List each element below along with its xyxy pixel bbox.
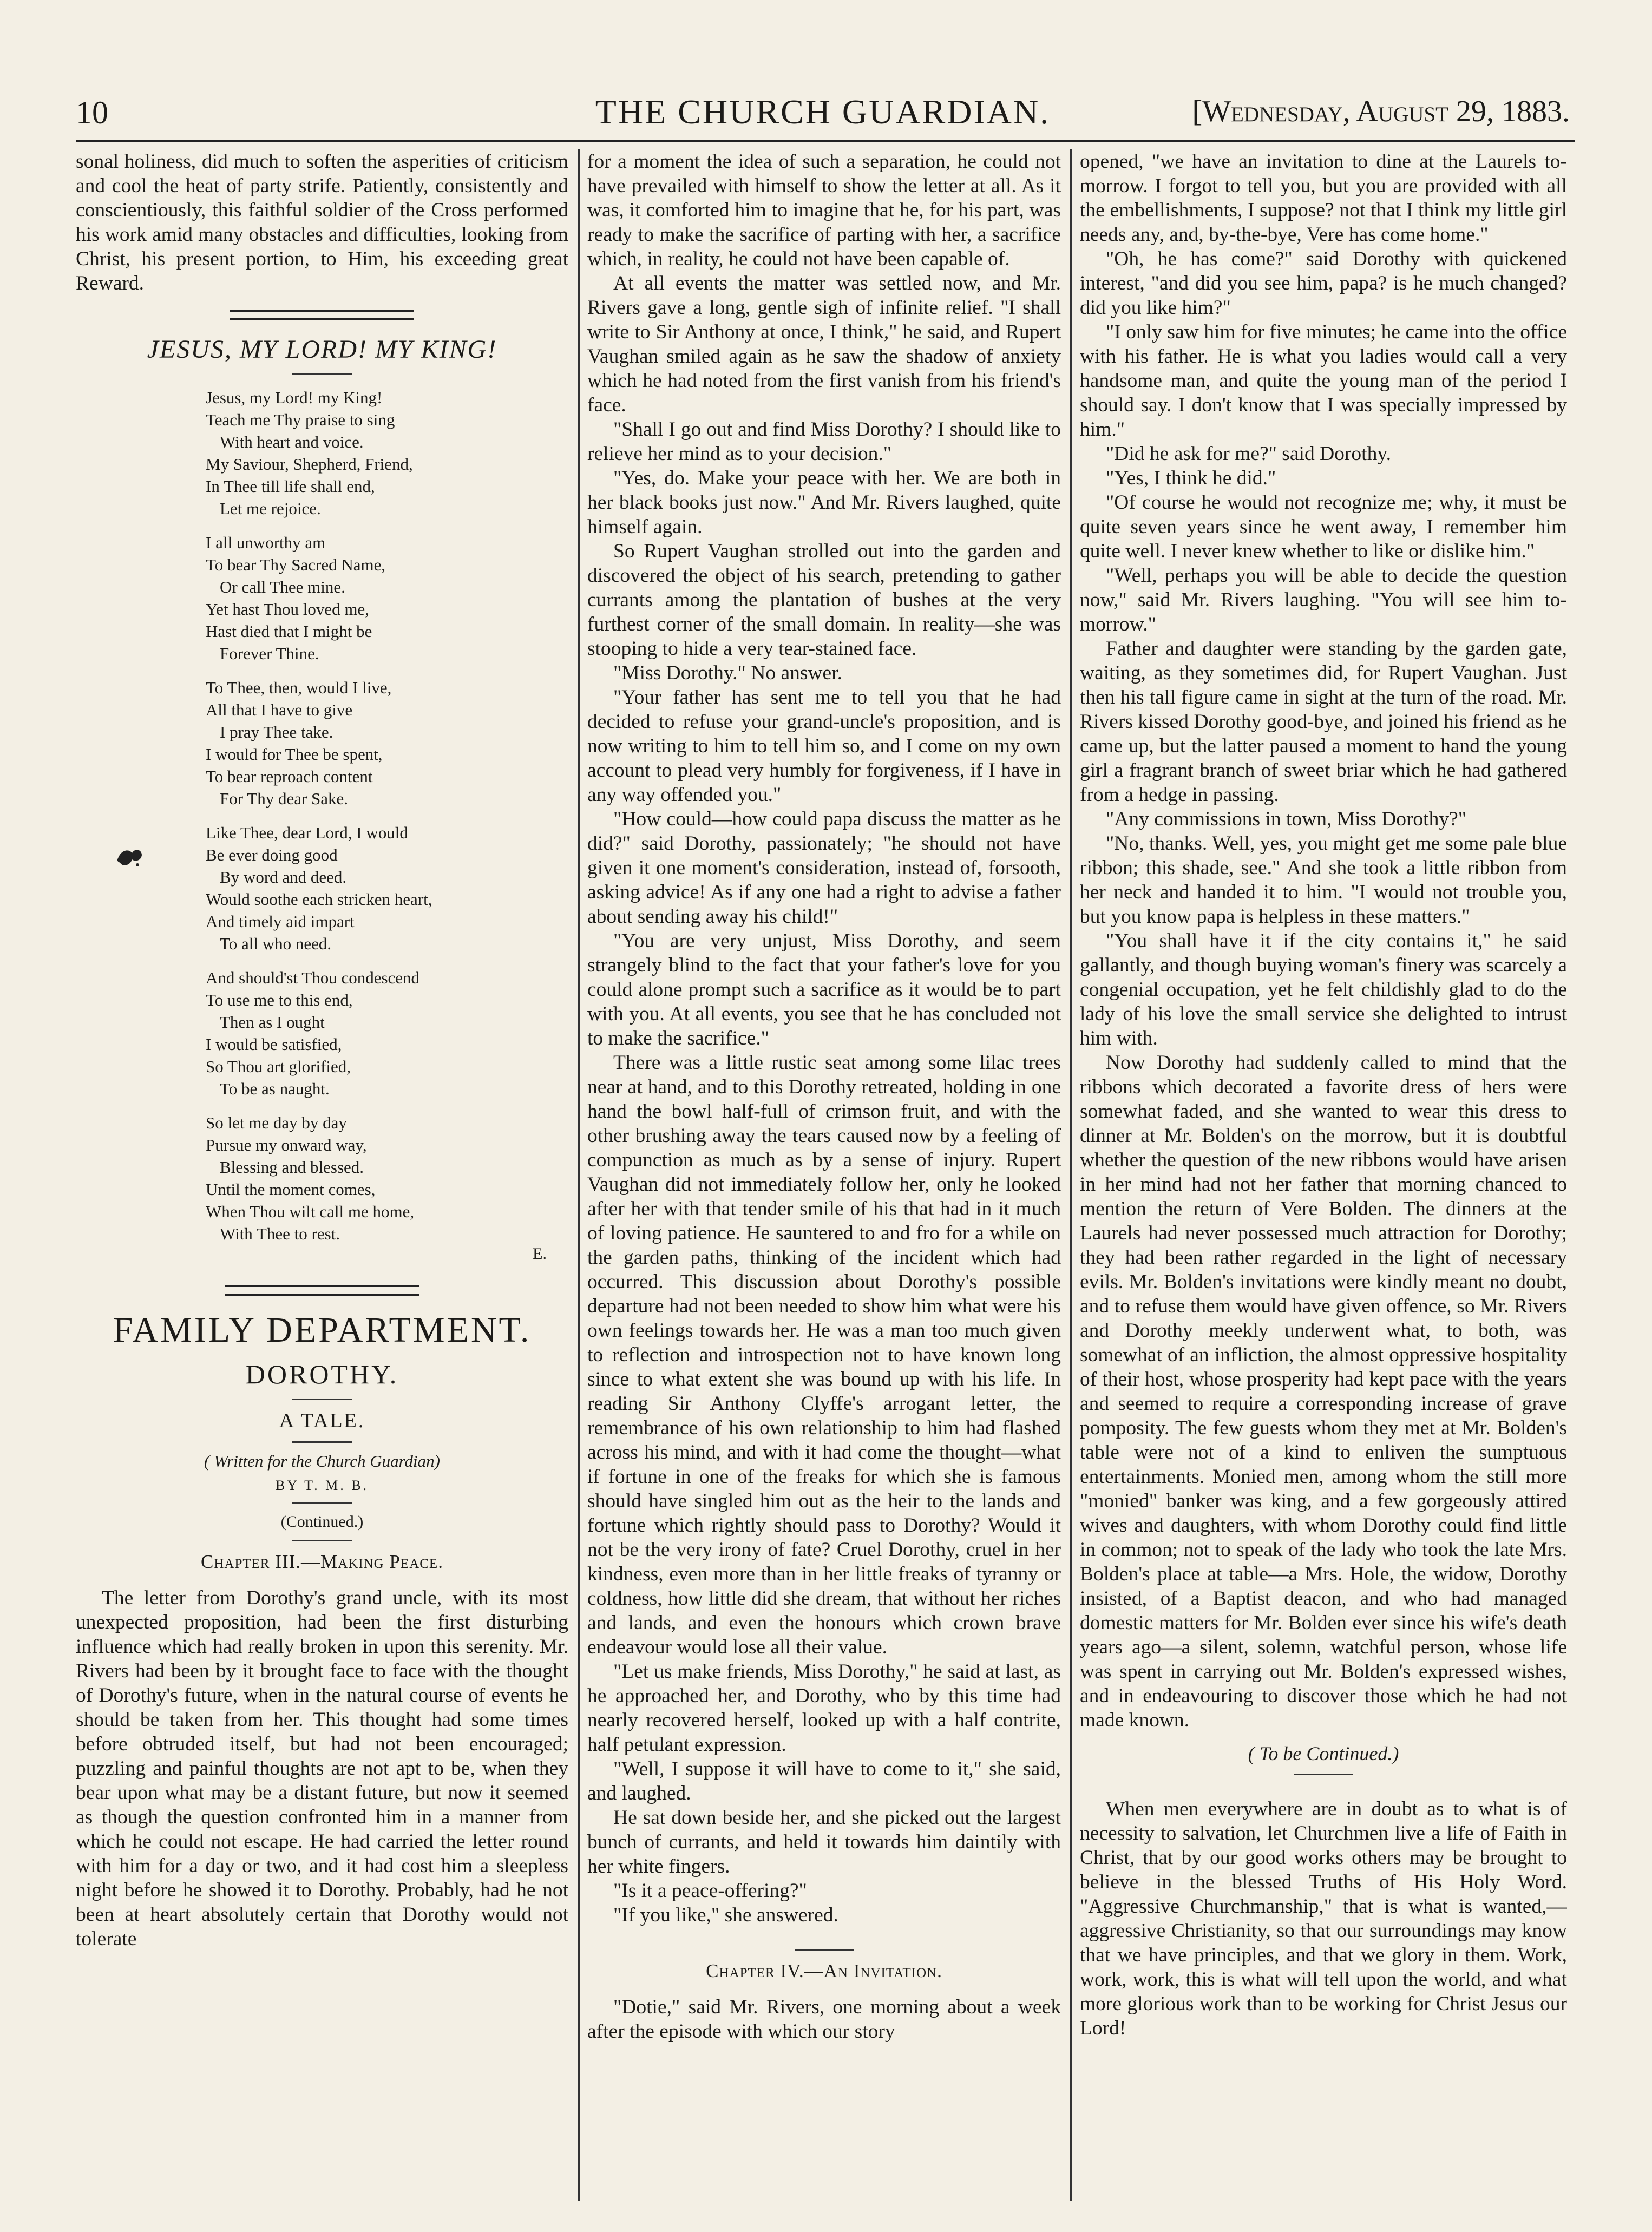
- story-paragraph: "Shall I go out and find Miss Dorothy? I should like to relieve her mind as to your decision.": [587, 418, 1061, 465]
- column-3-paragraphs: [1080, 149, 1567, 1732]
- chapter-3-paragraph: The letter from Dorothy's grand uncle, with its most unexpected proposition, had been the first disturbing influence which had really broken in upon this serenity. Mr. Rivers had been by it brought face to face with the thought of Dorothy's future, when in the natural course of events he should be taken from her. This thought had some times before obtruded itself, but had not been encouraged; puzzling and painful thoughts are not apt to be, when they bear upon what may be a distant future, but now it seemed as though the question confronted him in a manner from which he could not escape. He had carried the letter round with him for a day or two, and it had cost him a sleepless night before he showed it to Dorothy. Probably, had he not been at heart absolutely certain that Dorothy would not tolerate: [76, 1587, 568, 1950]
- chapter-3-title: Chapter III.—Making Peace.: [201, 1551, 443, 1572]
- story-paragraph: There was a little rustic seat among some lilac trees near at hand, and to this Dorothy retreated, holding in one hand the bowl half-full of crimson fruit, and with the other brushing away the tears caused now by a feeling of compunction as much as by a sense of injury. Rupert Vaughan did not immediately follow her, only he looked after her with that tender smile of his that had in it much of loving patience. He sauntered to and fro for a while on the garden paths, thinking of the incident which had occurred. This discussion about Dorothy's possible departure had not been needed to show him what were his own feelings towards her. He was a man too much given to reflection and introspection not to have known long since to what extent she was bound up with his life. In reading Sir Anthony Clyffe's arrogant letter, the remembrance of his own relationship to him had flashed across his mind, and with it had come the thought—what if fortune in one of the freaks for which she is famous should have singled him out as the heir to the lands and fortune which rightly should pass to Dorothy? Would it not be the very irony of fate? Cruel Dorothy, cruel in her kindness, even more than in her little freaks of tyranny or coldness, how little did she dream, that without her riches and lands, and even the honours which crown brave endeavour would lose all their value.: [587, 1052, 1061, 1658]
- story-paragraph: "Oh, he has come?" said Dorothy with quickened interest, "and did you see him, papa? is he much changed? did you like him?": [1080, 248, 1567, 319]
- poem-line: Pursue my onward way,: [206, 1135, 367, 1154]
- story-paragraph: "Well, I suppose it will have to come to it," she said, and laughed.: [587, 1758, 1061, 1804]
- poem-line: Blessing and blessed.: [220, 1158, 364, 1177]
- story-paragraph: He sat down beside her, and she picked out the largest bunch of currants, and held it towards him daintily with her white fingers.: [587, 1807, 1061, 1877]
- story-paragraph: "Well, perhaps you will be able to decide the question now," said Mr. Rivers laughing. "You will see him to-morrow.": [1080, 564, 1567, 635]
- story-paragraph: "Your father has sent me to tell you that he had decided to refuse your grand-uncle's proposition, and is now writing to him to tell him so, and I come on my own account to plead very humbly for forgiveness, if I have in any way offended you.": [587, 686, 1061, 806]
- poem-stanza: [206, 967, 568, 1100]
- poem-line: To all who need.: [220, 934, 332, 953]
- story-paragraph: "Is it a peace-offering?": [613, 1880, 807, 1902]
- story-paragraph: "You shall have it if the city contains it," he said gallantly, and though buying woman's finery was scarcely a congenial occupation, yet he felt childishly glad to do the lady of his love the small service she delighted to intrust him with.: [1080, 930, 1567, 1049]
- column-1: [76, 149, 568, 2201]
- section-title: FAMILY DEPARTMENT.: [113, 1310, 532, 1350]
- poem-stanza: [206, 677, 568, 810]
- poem-line: So Thou art glorified,: [206, 1057, 351, 1076]
- masthead: [76, 81, 1570, 146]
- poem-line: Then as I ought: [220, 1013, 325, 1032]
- poem-line: To bear Thy Sacred Name,: [206, 555, 386, 574]
- poem-line: To bear reproach content: [206, 767, 373, 786]
- poem-line: To use me to this end,: [206, 990, 353, 1009]
- poem-line: With Thee to rest.: [220, 1224, 340, 1243]
- story-paragraph: At all events the matter was settled now, and Mr. Rivers gave a long, gentle sigh of infinite relief. "I shall write to Sir Anthony at once, I think," he said, and Rupert Vaughan smiled again as he saw the shadow of anxiety which he had noted from the first vanish from his friend's face.: [587, 272, 1061, 416]
- story-paragraph: "Miss Dorothy." No answer.: [613, 662, 842, 684]
- story-paragraph: "You are very unjust, Miss Dorothy, and seem strangely blind to the fact that your father's love for you could alone prompt such a sacrifice as it would be to part with you. At all events, you see that he has concluded not to make the sacrifice.": [587, 930, 1061, 1049]
- story-paragraph: "Any commissions in town, Miss Dorothy?": [1106, 808, 1467, 830]
- intro-paragraph: sonal holiness, did much to soften the asperities of criticism and cool the heat of party strife. Patiently, consistently and conscientiously, this faithful soldier of the Cross performed his work amid many obstacles and difficulties, looking from Christ, his present portion, to Him, his exceeding great Reward.: [76, 150, 568, 294]
- short-rule: [795, 1949, 854, 1951]
- short-rule: [292, 1540, 352, 1541]
- poem-line: Forever Thine.: [220, 644, 319, 663]
- story-paragraph: "Yes, do. Make your peace with her. We are both in her black books just now." And Mr. Rivers laughed, quite himself again.: [587, 467, 1061, 538]
- poem-signature: E.: [533, 1245, 547, 1263]
- poem-line: Yet hast Thou loved me,: [206, 600, 369, 619]
- poem-line: And timely aid impart: [206, 912, 355, 931]
- story-paragraph: opened, "we have an invitation to dine at the Laurels to-morrow. I forgot to tell you, but you are provided with all the embellishments, I suppose? not that I think my little girl needs any, and, by-the-bye, Vere has come home.": [1080, 150, 1567, 246]
- poem-line: Let me rejoice.: [220, 499, 321, 518]
- poem-line: With heart and voice.: [220, 432, 364, 451]
- poem-line: Would soothe each stricken heart,: [206, 890, 432, 909]
- poem-line: I would for Thee be spent,: [206, 745, 383, 764]
- poem-line: Hast died that I might be: [206, 622, 372, 641]
- byline: BY T. M. B.: [275, 1478, 369, 1493]
- poem-line: Or call Thee mine.: [220, 577, 345, 596]
- chapter-4-title: Chapter IV.—An Invitation.: [706, 1960, 942, 1981]
- closing-paragraph: When men everywhere are in doubt as to what is of necessity to salvation, let Churchmen live a life of Faith in Christ, that by our good works others may be brought to believe in the blessed Truths of His Holy Word. "Aggressive Churchmanship," that is what is wanted,—aggressive Christianity, so that our surroundings may know that we have principles, and that we glory in them. Work, work, work, this is what will tell upon the world, and what more glorious work than to be working for Christ Jesus our Lord!: [1080, 1798, 1567, 2039]
- story-title: DOROTHY.: [245, 1359, 399, 1389]
- story-subtitle: A TALE.: [279, 1409, 365, 1432]
- poem-line: By word and deed.: [220, 868, 347, 887]
- short-rule: [292, 373, 352, 375]
- poem-line: And should'st Thou condescend: [206, 968, 420, 987]
- poem-line: My Saviour, Shepherd, Friend,: [206, 455, 413, 474]
- to-be-continued: ( To be Continued.): [1248, 1743, 1399, 1764]
- story-paragraph: "I only saw him for five minutes; he came into the office with his father. He is what you ladies would call a very handsome man, and quite the young man of the period I should say. I don't know that I was specially impressed by him.": [1080, 321, 1567, 441]
- poem-line: Be ever doing good: [206, 845, 338, 864]
- story-paragraph: "Of course he would not recognize me; why, it must be quite seven years since he went away, I remember him quite well. I never knew whether to like or dislike him.": [1080, 491, 1567, 562]
- poem-line: In Thee till life shall end,: [206, 477, 375, 496]
- poem-line: I pray Thee take.: [220, 723, 333, 741]
- story-paragraph: Father and daughter were standing by the garden gate, waiting, as they sometimes did, for Rupert Vaughan. Just then his tall figure came in sight at the turn of the road. Mr. Rivers kissed Dorothy good-bye, and joined his friend as he came up, but the latter paused a moment to hand the young girl a fragrant branch of sweet briar which he had gathered from a hedge in passing.: [1080, 638, 1567, 806]
- poem-line: For Thy dear Sake.: [220, 789, 349, 808]
- written-for-note: ( Written for the Church Guardian): [204, 1452, 440, 1471]
- short-rule: [1294, 1774, 1353, 1775]
- column-divider-2: [1070, 149, 1072, 2201]
- masthead-rule: [76, 140, 1575, 142]
- poem-stanza: [206, 386, 568, 520]
- story-paragraph: So Rupert Vaughan strolled out into the garden and discovered the object of his search, pretending to gather currants among the plantation of bushes at the very furthest corner of the small domain. In reality—she was stooping to hide a very tear-stained face.: [587, 540, 1061, 660]
- story-paragraph: for a moment the idea of such a separation, he could not have prevailed with himself to show the letter at all. As it was, it comforted him to imagine that he, for his part, was ready to make the sacrifice of parting with her, a sacrifice which, in reality, he could not have been capable of.: [587, 150, 1061, 270]
- continued-note: (Continued.): [280, 1513, 364, 1531]
- poem-line: To be as naught.: [220, 1079, 330, 1098]
- story-paragraph: "Let us make friends, Miss Dorothy," he said at last, as he approached her, and Dorothy, who by this time had nearly recovered herself, looked up with a half contrite, half petulant expression.: [587, 1660, 1061, 1756]
- poem-line: Until the moment comes,: [206, 1180, 376, 1199]
- poem-line: Like Thee, dear Lord, I would: [206, 823, 408, 842]
- story-paragraph: Now Dorothy had suddenly called to mind that the ribbons which decorated a favorite dress of hers were somewhat faded, and she wanted to wear this dress to dinner at Mr. Bolden's on the morrow, but it is doubtful whether the question of the new ribbons would have arisen in her mind had not her father that morning chanced to mention the return of Vere Bolden. The dinners at the Laurels had never possessed much attraction for Dorothy; they had been rather regarded in the light of necessary evils. Mr. Bolden's invitations were kindly meant no doubt, and to refuse them would have given offence, so Mr. Rivers and Dorothy meekly underwent what, to both, was somewhat of an infliction, the almost oppressive hospitality of their host, whose prosperity had kept pace with the years and seemed to require a corresponding increase of grave pomposity. The few guests whom they met at Mr. Bolden's table were not of a kind to enliven the sumptuous entertainments. Monied men, among whom the still more "monied" banker was king, and a few gorgeously attired wives and daughters, with whom Dorothy could find little in common; not to speak of the lady who took the late Mrs. Bolden's place at table—a Mrs. Hole, the widow, Dorothy insisted, of a Baptist deacon, and who had managed domestic matters for Mr. Bolden ever since his wife's death years ago—a silent, solemn, watchful person, whose life was spent in carrying out Mr. Bolden's expressed wishes, and in endeavouring to discover those which he had not made known.: [1080, 1052, 1567, 1731]
- short-rule: [292, 1399, 352, 1400]
- poem-line: All that I have to give: [206, 700, 353, 719]
- newspaper-title: THE CHURCH GUARDIAN.: [595, 93, 1051, 131]
- story-paragraph: "Did he ask for me?" said Dorothy.: [1106, 443, 1392, 465]
- issue-date: [Wednesday, August 29, 1883.: [1192, 95, 1570, 128]
- story-paragraph: "No, thanks. Well, yes, you might get me some pale blue ribbon; this shade, see." And she took a little ribbon from her neck and handed it to him. "I would not trouble you, but you know papa is helpless in these matters.": [1080, 832, 1567, 928]
- poem-line: Teach me Thy praise to sing: [206, 410, 395, 429]
- poem-stanza: [206, 531, 568, 665]
- poem-title: JESUS, MY LORD! MY KING!: [147, 335, 497, 364]
- story-paragraph: "Yes, I think he did.": [1106, 467, 1276, 489]
- poem-line: I all unworthy am: [206, 533, 326, 552]
- page-number: 10: [76, 95, 108, 130]
- short-rule: [292, 1441, 352, 1443]
- poem-line: Jesus, my Lord! my King!: [206, 388, 383, 407]
- poem-line: When Thou wilt call me home,: [206, 1202, 415, 1221]
- story-paragraph: "How could—how could papa discuss the matter as he did?" said Dorothy, passionately; "he should not have given it one moment's consideration, instead of, forsooth, asking advice! As if any one had a right to advise a father about sending away his child!": [587, 808, 1061, 928]
- column-2-paragraphs: [587, 149, 1061, 1927]
- poem: [76, 386, 568, 1245]
- short-rule: [292, 1502, 352, 1504]
- poem-line: To Thee, then, would I live,: [206, 678, 392, 697]
- double-rule: [230, 310, 414, 320]
- chapter-4-paragraph: "Dotie," said Mr. Rivers, one morning about a week after the episode with which our story: [587, 1996, 1061, 2043]
- column-3: [1080, 149, 1567, 2201]
- column-divider-1: [578, 149, 580, 2201]
- poem-stanza: [206, 822, 568, 955]
- double-rule: [225, 1285, 419, 1296]
- poem-stanza: [206, 1112, 568, 1245]
- poem-line: I would be satisfied,: [206, 1035, 342, 1054]
- story-paragraph: "If you like," she answered.: [613, 1904, 838, 1926]
- poem-line: So let me day by day: [206, 1113, 347, 1132]
- column-2: [587, 149, 1061, 2201]
